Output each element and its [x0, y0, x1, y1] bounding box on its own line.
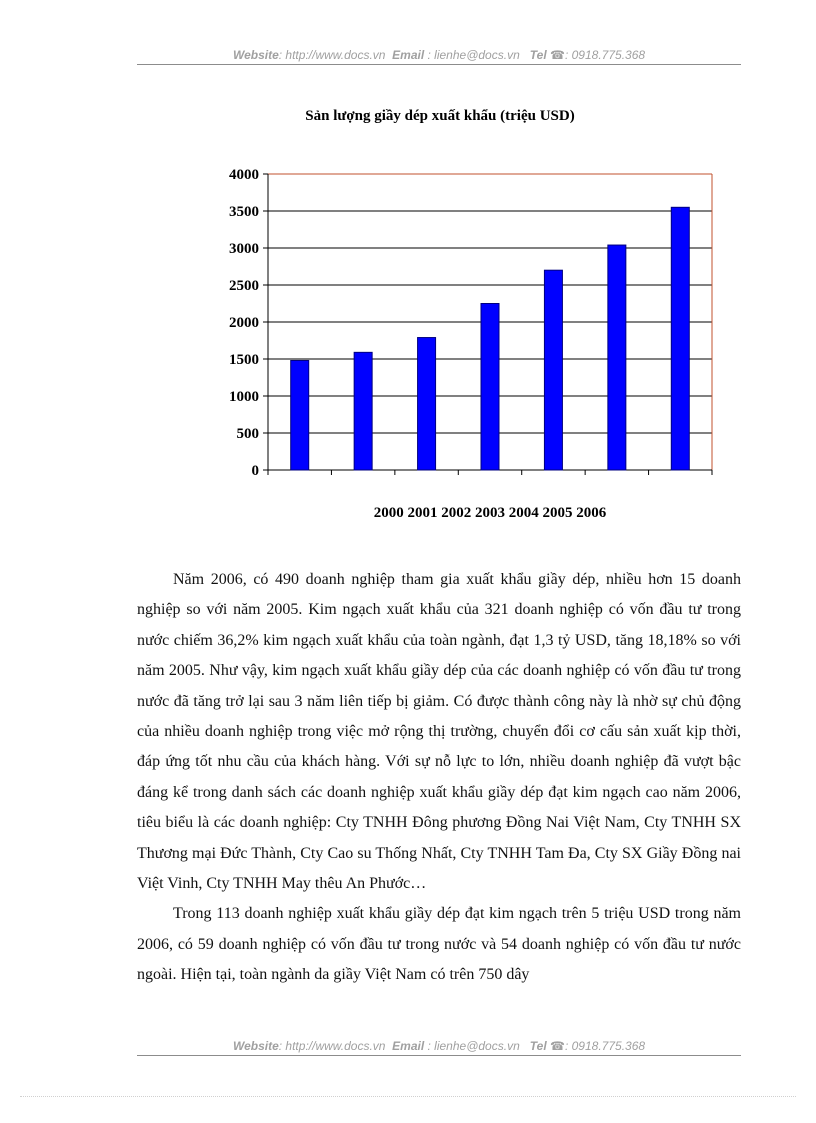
header-website-sep: :	[278, 48, 286, 62]
y-tick-label: 3000	[229, 241, 259, 257]
header-tel-label: Tel	[529, 48, 547, 62]
y-tick-label: 1000	[229, 389, 259, 405]
footer-tel-label: Tel	[529, 1039, 547, 1053]
bar-2003	[481, 304, 499, 471]
footer-website-sep: :	[278, 1039, 286, 1053]
bar-2002	[418, 338, 436, 470]
body-text	[137, 565, 741, 991]
bar-2004	[544, 270, 562, 470]
bar-2006	[671, 207, 689, 470]
footer-email-label: Email	[392, 1039, 425, 1053]
y-tick-label: 4000	[229, 167, 259, 183]
y-tick-label: 500	[236, 426, 259, 442]
header-email-link[interactable]: lienhe@docs.vn	[434, 48, 520, 62]
header-website-label: Website	[232, 48, 279, 62]
footer-website-link[interactable]: http://www.docs.vn	[285, 1039, 386, 1053]
chart-title: Sản lượng giầy dép xuất khẩu (triệu USD)	[305, 108, 575, 124]
header-email-label: Email	[392, 48, 425, 62]
phone-icon: ☎	[550, 48, 565, 62]
paragraph-1: Năm 2006, có 490 doanh nghiệp tham gia xuất khẩu giầy dép, nhiều hơn 15 doanh nghiệp so với năm 2005. Kim ngạch xuất khẩu của 321 doanh nghiệp có vốn đầu tư trong nước chiếm 36,2% kim ngạch xuất khẩu của toàn ngành, đạt 1,3 tỷ USD, tăng 18,18% so với năm 2005. Như vậy, kim ngạch xuất khẩu giầy dép của các doanh nghiệp có vốn đầu tư trong nước đã tăng trở lại sau 3 năm liên tiếp bị giảm. Có được thành công này là nhờ sự chủ động của nhiều doanh nghiệp trong việc mở rộng thị trường, chuyển đổi cơ cấu sản xuất kịp thời, đáp ứng tốt nhu cầu của khách hàng. Với sự nỗ lực to lớn, nhiều doanh nghiệp đã vượt bậc đáng kể trong danh sách các doanh nghiệp xuất khẩu giầy dép đạt kim ngạch cao năm 2006, tiêu biểu là các doanh nghiệp: Cty TNHH Đông phương Đồng Nai Việt Nam, Cty TNHH SX Thương mại Đức Thành, Cty Cao su Thống Nhất, Cty TNHH Tam Đa, Cty SX Giầy Đồng nai Việt Vinh, Cty TNHH May thêu An Phước…	[137, 571, 741, 893]
y-tick-label: 0	[251, 463, 259, 479]
header-tel-value: : 0918.775.368	[564, 48, 646, 62]
footer-phone-icon: ☎	[550, 1039, 565, 1053]
y-tick-label: 3500	[229, 204, 259, 220]
y-tick-label: 2000	[229, 315, 259, 331]
y-tick-label: 2500	[229, 278, 259, 294]
footer-website-label: Website	[232, 1039, 279, 1053]
y-tick-label: 1500	[229, 352, 259, 368]
footer-email-sep: :	[424, 1039, 435, 1053]
page-bottom-divider	[20, 1096, 796, 1097]
page-header	[137, 48, 741, 65]
bar-2001	[354, 352, 372, 470]
footer-email-link[interactable]: lienhe@docs.vn	[434, 1039, 520, 1053]
page-footer	[137, 1039, 741, 1056]
bar-chart	[200, 160, 720, 490]
bar-2005	[608, 245, 626, 470]
footer-tel-value: : 0918.775.368	[564, 1039, 646, 1053]
header-website-link[interactable]: http://www.docs.vn	[285, 48, 386, 62]
paragraph-2: Trong 113 doanh nghiệp xuất khẩu giầy dép đạt kim ngạch trên 5 triệu USD trong năm 2006, có 59 doanh nghiệp có vốn đầu tư trong nước và 54 doanh nghiệp có vốn đầu tư nước ngoài. Hiện tại, toàn ngành da giầy Việt Nam có trên 750 dây	[137, 905, 741, 984]
chart-category-labels: 2000 2001 2002 2003 2004 2005 2006	[373, 505, 607, 521]
bar-2000	[291, 360, 309, 470]
header-email-sep: :	[424, 48, 435, 62]
